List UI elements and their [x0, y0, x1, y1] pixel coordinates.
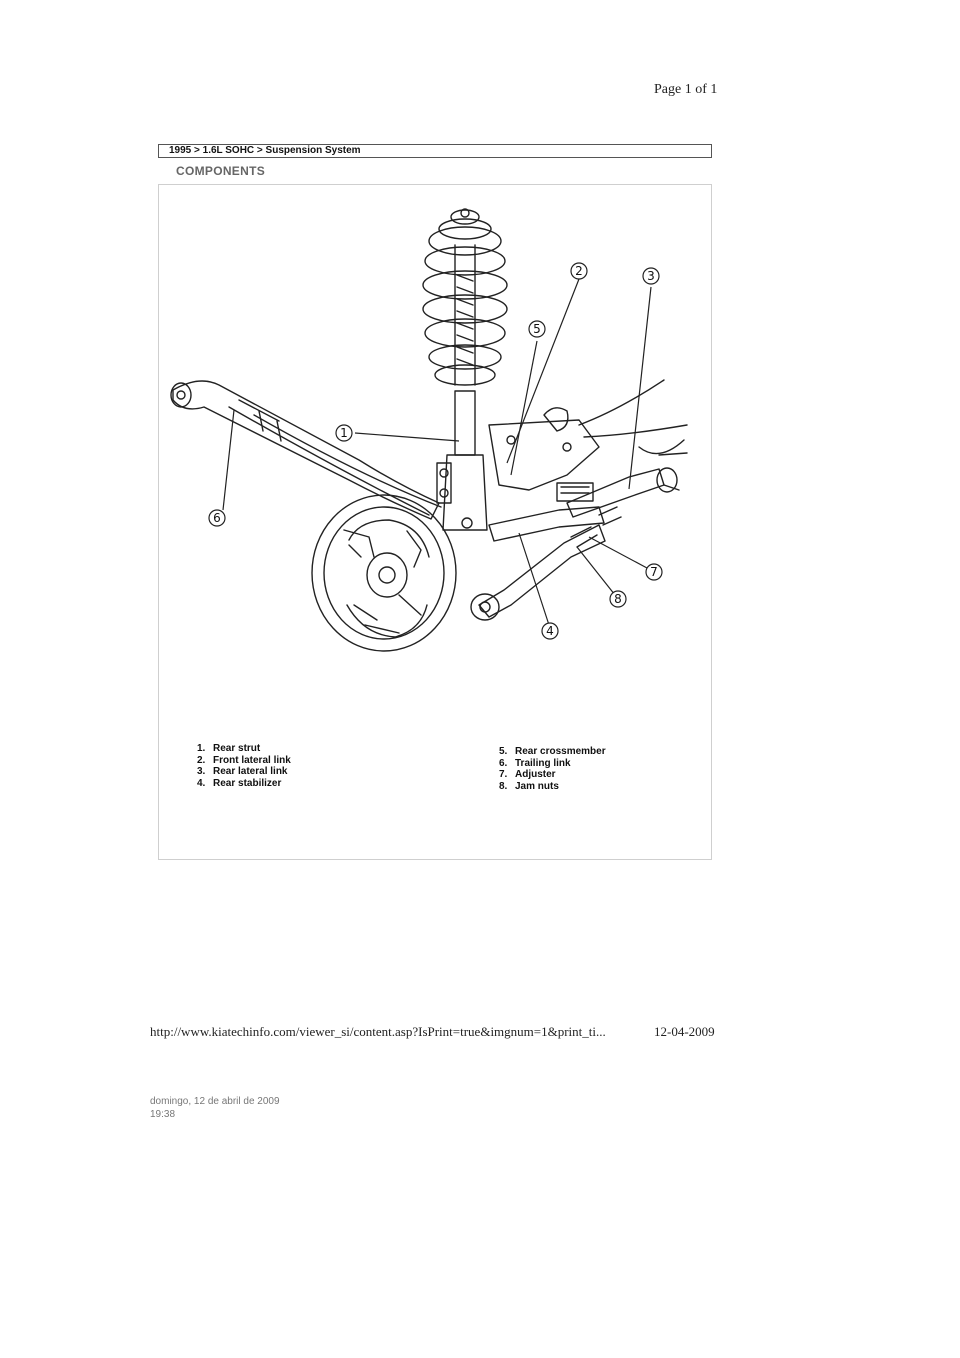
legend-label: Jam nuts [515, 780, 559, 792]
legend-item [197, 766, 291, 778]
legend-item [499, 781, 606, 793]
legend-number: 1. [197, 743, 206, 754]
coil-spring [423, 247, 507, 385]
svg-text:7: 7 [650, 565, 658, 579]
legend-item [499, 746, 606, 758]
svg-text:2: 2 [575, 264, 583, 278]
callout-3 [643, 268, 659, 284]
section-title: COMPONENTS [176, 164, 266, 178]
legend-label: Trailing link [515, 757, 571, 769]
rear-crossmember-shape [489, 420, 599, 490]
legend-label: Rear stabilizer [213, 777, 282, 789]
legend-label: Front lateral link [213, 754, 291, 766]
breadcrumb: 1995 > 1.6L SOHC > Suspension System [158, 144, 712, 158]
callout-2 [571, 263, 587, 279]
legend-number: 2. [197, 754, 206, 766]
legend-item [197, 743, 291, 755]
legend-label: Rear strut [213, 743, 261, 754]
legend-item [499, 769, 606, 781]
callout-7 [646, 564, 662, 580]
footer-url: http://www.kiatechinfo.com/viewer_si/content.asp?IsPrint=true&imgnum=1&print_ti... [150, 1024, 606, 1039]
legend-number: 4. [197, 777, 206, 789]
svg-text:3: 3 [647, 269, 655, 283]
legend-left [197, 743, 291, 789]
callout-4 [542, 623, 558, 639]
callout-8 [610, 591, 626, 607]
callout-1 [336, 425, 352, 441]
capture-stamp [150, 1095, 280, 1121]
legend-item [197, 778, 291, 790]
legend-number: 7. [499, 769, 508, 780]
legend-label: Rear lateral link [213, 766, 288, 777]
brake-backing-plate [312, 495, 456, 651]
figure-frame [158, 184, 712, 860]
callout-6 [209, 510, 225, 526]
legend-label: Rear crossmember [515, 746, 606, 757]
svg-text:1: 1 [340, 426, 348, 440]
svg-text:8: 8 [614, 592, 622, 606]
svg-text:6: 6 [213, 511, 221, 525]
legend-label: Adjuster [515, 769, 556, 780]
page-number: Page 1 of 1 [654, 82, 718, 97]
legend-number: 3. [197, 766, 206, 777]
capture-date: domingo, 12 de abril de 2009 [150, 1096, 280, 1107]
legend-number: 5. [499, 746, 508, 757]
legend-right [499, 746, 606, 792]
legend-item [197, 755, 291, 767]
capture-time: 19:38 [150, 1109, 176, 1120]
svg-text:4: 4 [546, 624, 554, 638]
svg-text:5: 5 [533, 322, 541, 336]
legend-number: 8. [499, 780, 508, 792]
rear-strut-body [455, 391, 475, 455]
legend-item [499, 758, 606, 770]
footer-date: 12-04-2009 [654, 1024, 715, 1039]
callout-5 [529, 321, 545, 337]
legend-number: 6. [499, 757, 508, 769]
